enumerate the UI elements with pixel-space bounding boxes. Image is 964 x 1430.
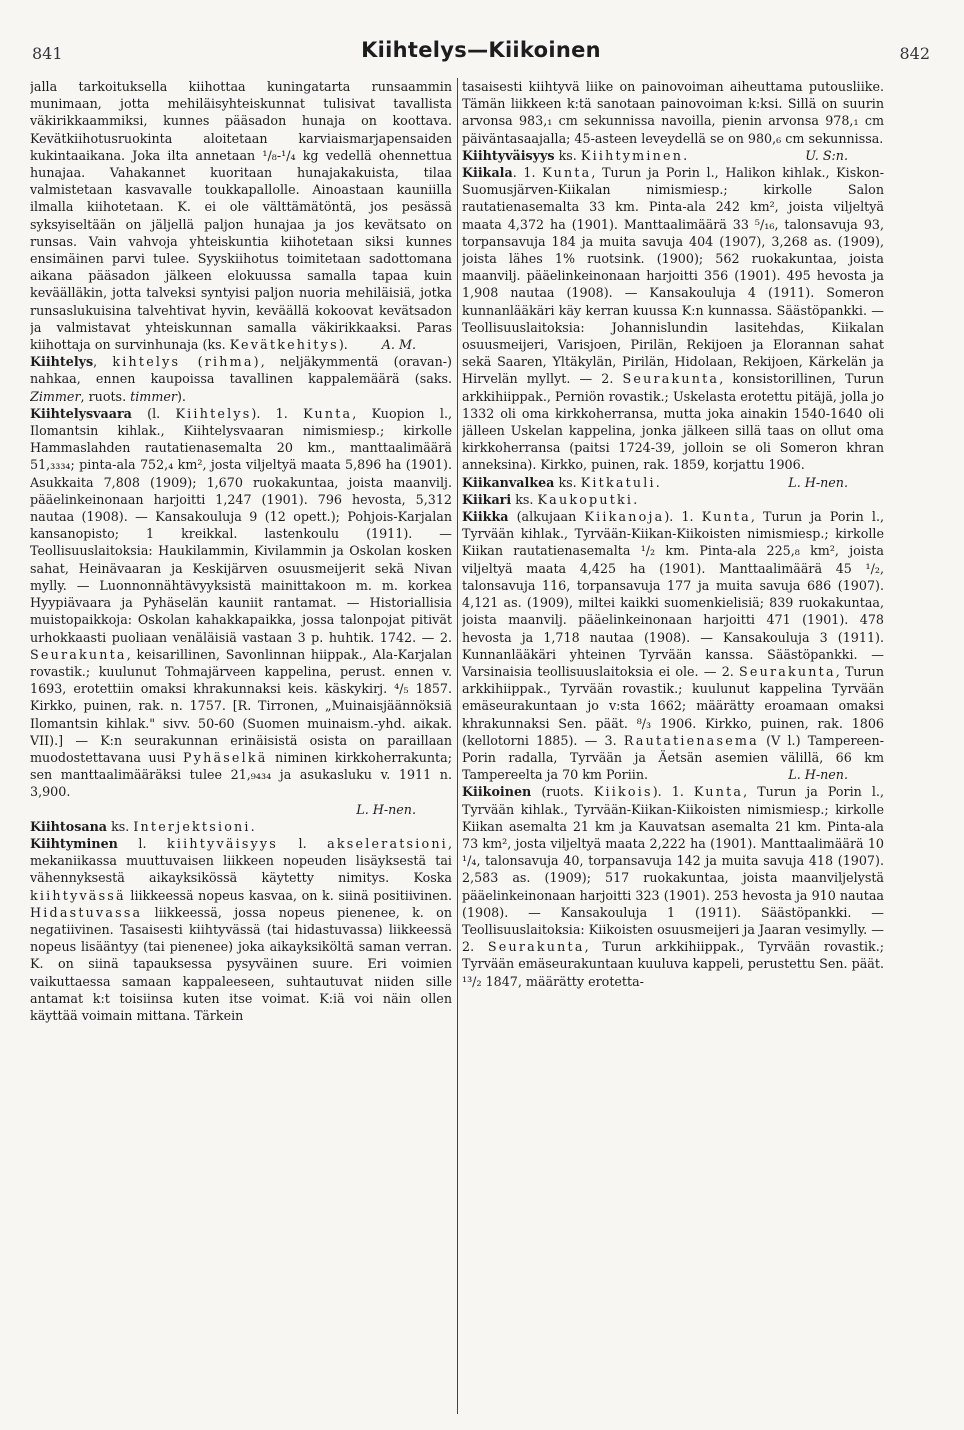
- entry-text: tasaisesti kiihtyvä liike on painovoiman aiheuttama putousliike. Tämän liikkeen k:tä sanotaan painovoiman k:ksi. Sillä on suurin arvonsa 983,₁ cm sekunnissa navoilla, pienin arvonsa 978,₁ cm päiväntasaajalla; 45-asteen leveydellä se on 980,₆ cm sekunnissa.: [462, 79, 884, 146]
- foreign-term: Zimmer: [30, 388, 81, 404]
- entry-headword: Kiikka: [462, 509, 509, 525]
- encyclopedia-entry: [30, 353, 452, 405]
- two-column-body: [30, 78, 936, 1414]
- entry-text: , Turun ja Porin l., Halikon kihlak., Kiskon-Suomusjärven-Kiikalan nimismiesp.; kirkolle Salon rautatienasemalta 33 km. Pinta-ala 242 km², joista viljeltyä maata 4,372 ha (1901). Manttaalimäärä 33 ⁵/₁₆, talonsavuja 93, torpansavuja 184 ja muita savuja 404 (1907), 3,268 as. (1909), joista lähes 1% ruotsink. (1900); 562 ruokakuntaa, joista maanvilj. pääelinkeinonaan harjoitti 356 (1901). 495 hevosta ja 1,908 nautaa (1908). — Kansakouluja 4 (1911). Someron kunnanlääkäri käy kerran kuussa K:n kunnassa. Säästöpankki. — Teollisuuslaitoksia: Johannislundin lasitehdas, Kiikalan osuusmeijeri, Varisjoen, Pirilän, Rekijoen ja Elorannan sahat sekä Saaren, Yltäkylän, Pirilän, Hidolaan, Rekijoen, Kärkelän ja Hirvelän myllyt. — 2.: [462, 165, 884, 387]
- spaced-term: kiihtyväisyys: [167, 835, 279, 851]
- spaced-term: Kevätkehitys: [229, 337, 339, 353]
- spaced-term: Seurakunta: [30, 646, 127, 662]
- entry-text: liikkeessä nopeus kasvaa, on k. siinä positiivinen.: [125, 887, 452, 903]
- spaced-term: Kiikanoja: [584, 509, 665, 525]
- entry-text: , konsistorillinen, Turun arkkihiippak., Perniön rovastik.; Uskelasta erotettu pitäjä, jolla jo 1332 oli oma kirkkoherransa, mutta joka ainakin 1540-1640 oli jälleen Uskelan kappelina, jonka jälkeen sillä taas on ollut oma kirkkoherransa (paitsi 1724-39, jolloin se oli Someron khran anneksina). Kirkko, puinen, rak. 1859, korjattu 1906.: [462, 371, 884, 473]
- right-column: [462, 78, 884, 1414]
- encyclopedia-entry: [30, 405, 452, 801]
- signature: U. S:n.: [805, 147, 848, 163]
- spaced-term: Kunta: [693, 784, 744, 800]
- spaced-term: Kunta: [303, 405, 353, 421]
- spaced-term: Kitkatuli: [580, 474, 656, 490]
- spaced-term: Kiihtyminen: [580, 147, 684, 163]
- spaced-term: Seurakunta: [487, 939, 585, 955]
- spaced-term: kiihtyvässä: [30, 887, 126, 903]
- entry-text: , Turun arkkihiippak., Tyrvään rovastik.; kuulunut kappelina Tyrvään emäseurakuntaan jo v:sta 1662; määrätty eroamaan omaksi khrakunnaksi Sen. päät. ⁸/₃ 1906. Kirkko, puinen, rak. 1806 (kellotorni 1885). — 3.: [462, 663, 884, 748]
- encyclopedia-entry: [30, 818, 452, 835]
- entry-headword: Kiihtelysvaara: [30, 405, 132, 421]
- entry-text: , Kuopion l., Ilomantsin kihlak., Kiihtelysvaaran nimismiesp.; kirkolle Hammaslahden rautatienasemalta 20 km., manttaalimäärä 51,₃₃₃₄; pinta-ala 752,₄ km², josta viljeltyä maata 5,896 ha (1901). Asukkaita 7,808 (1909); 1,670 ruokakuntaa, joista maanvilj. pääelinkeinonaan harjoitti 1,247 (1901). 796 hevosta, 5,312 nautaa (1908). — Kansakouluja 9 (12 opett.); Pohjois-Karjalan kansanopisto; 1 kreikkal. lastenkoulu (1911). — Teollisuuslaitoksia: Haukilammin, Kivilammin ja Oskolan kosken sahat, Heinävaaran ja Keskijärven osuusmeijerit sekä Nivan mylly. — Luonnonnähtävyyksistä mainittakoon m. m. korkea Hyypiävaara ja Pyhäselän kauniit rantamat. — Historiallisia muistopaikkoja: Oskolan kahakkapaikka, jossa talonpojat pitivät urhokkaasti puoliaan venäläisiä vastaan 3 p. huhtik. 1742. — 2.: [30, 405, 452, 645]
- entry-text: (alkujaan: [508, 509, 585, 525]
- spaced-term: akseleratsioni: [327, 835, 448, 851]
- page-number-right: 842: [899, 44, 930, 63]
- entry-text: .: [683, 147, 688, 163]
- entry-text: .: [633, 491, 638, 507]
- entry-text: ).: [176, 388, 186, 404]
- entry-headword: Kiihtyminen: [30, 835, 118, 851]
- entry-text: , keisarillinen, Savonlinnan hiippak., Ala-Karjalan rovastik.; kuulunut Tohmajärveen kappelina, perust. ennen v. 1693, erotettiin omaksi khrakunnaksi keis. käskykirj. ⁴/₅ 1857. Kirkko, puinen, rak. n. 1757. [R. Tirronen, „Muinaisjäännöksiä Ilomantsin kihlak." sivv. 50-60 (Suomen muinaism.-yhd. aikak. VII).] — K:n seurakunnan erinäisistä osista on paraillaan muodostettavana uusi: [30, 646, 452, 765]
- spaced-term: Kunta: [701, 509, 751, 525]
- entry-text: ks.: [107, 818, 134, 834]
- entry-headword: Kiikoinen: [462, 784, 532, 800]
- spaced-term: Interjektsioni: [133, 818, 251, 834]
- entry-text: (l.: [131, 405, 176, 421]
- entry-text: .: [250, 818, 255, 834]
- entry-headword: Kiihtyväisyys: [462, 147, 555, 163]
- page-number-left: 841: [32, 44, 63, 63]
- spaced-term: Kunta: [542, 165, 592, 181]
- entry-headword: Kiihtelys: [30, 354, 94, 370]
- entry-headword: Kiihtosana: [30, 818, 108, 834]
- column-rule: [457, 78, 458, 1414]
- encyclopedia-entry: [462, 491, 884, 508]
- encyclopedia-entry: [30, 835, 452, 1024]
- entry-text: ). 1.: [652, 784, 694, 800]
- spaced-term: kihtelys (rihma): [112, 354, 261, 370]
- entry-text: ks.: [511, 491, 538, 507]
- entry-headword: Kiikari: [462, 491, 512, 507]
- encyclopedia-entry: [462, 508, 884, 783]
- spaced-term: Kiihtelys: [175, 405, 252, 421]
- entry-text: ). 1.: [251, 405, 304, 421]
- entry-text: . 1.: [512, 165, 543, 181]
- entry-text: , Turun arkkihiippak., Tyrvään rovastik.; Tyrvään emäseurakuntaan kuuluva kappeli, perustettu Sen. päät. ¹³/₂ 1847, määrätty erotetta-: [462, 939, 884, 989]
- entry-text: .: [655, 474, 660, 490]
- signature: L. H-nen.: [356, 801, 416, 817]
- spaced-term: Hidastuvassa: [30, 904, 143, 920]
- entry-text: , ruots.: [80, 388, 131, 404]
- spaced-term: Kiikois: [593, 784, 653, 800]
- spaced-term: Seurakunta: [739, 663, 836, 679]
- running-header: [30, 38, 932, 72]
- encyclopedia-entry: [30, 78, 452, 353]
- entry-text: jalla tarkoituksella kiihottaa kuningatarta runsaammin munimaan, jotta mehiläisyhteiskunnat tulisivat tavallista väkirikkaammiksi, kunnes pääsadon hunaja on koottava. Kevätkiihotusruokinta aloitetaan karviaismarjapensaiden kukintaaikana. Joka ilta annetaan ¹/₈-¹/₄ kg vedellä ohennettua hunajaa. Vahakannet kuoritaan hunajakakuista, tilaa valmistetaan kasvavalle toukkapallolle. Ainoastaan kauniilla ilmalla kiihotetaan. K. ei ole välttämätöntä, jos pesässä syksyiseltään on jäljellä paljon hunajaa ja jos kevätsato on runsas. Vain vahvoja yhteiskuntia kiihotetaan siksi kunnes ensimäinen parvi tulee. Syyskiihotus toimitetaan sadottomana aikana pääsadon jälkeen elokuussa samalla tapaa kuin keväälläkin, jotta talveksi syntyisi paljon nuoria mehiläisiä, jotka runsaslukuisina talvehtivat hyvin, keväällä kokoovat kevätsadon ja valmistavat yhteiskunnan samalla väkirikkaaksi. Paras kiihottaja on survinhunaja (ks.: [30, 79, 452, 353]
- foreign-term: timmer: [130, 388, 177, 404]
- entry-text: , Turun ja Porin l., Tyrvään kihlak., Tyrvään-Kiikan-Kiikoisten nimismiesp.; kirkolle Kiikan asemalta 21 km ja Kauvatsan asemalta 21 km. Pinta-ala 73 km², josta viljeltyä maata 2,222 ha (1901). Manttaalimäärä 10 ¹/₄, talonsavuja 40, torpansavuja 142 ja muita savuja 418 (1907). 2,583 as. (1909); 517 ruokakuntaa, joista maanviljelystä pääelinkeinonaan harjoitti 323 (1901). 253 hevosta ja 910 nautaa (1908). — Kansakouluja 1 (1911). Säästöpankki. — Teollisuuslaitoksia: Kiikoisten osuusmeijeri ja Jaaran vesimylly. — 2.: [462, 784, 884, 955]
- entry-text: niminen kirkkoherrakunta; sen manttaalimääräksi tulee 21,₉₄₃₄ ja asukasluku v. 1911 n. 3,900.: [30, 749, 452, 800]
- encyclopedia-entry: [462, 783, 884, 989]
- entry-text: , neljäkymmentä (oravan-) nahkaa, ennen kaupoissa tavallinen kappalemäärä (saks.: [30, 354, 452, 387]
- entry-text: (V l.) Tampereen-Porin radalla, Tyrvään ja Äetsän asemien välillä, 66 km Tampereelta ja 70 km Poriin.: [462, 732, 884, 783]
- spaced-term: Pyhäselkä: [182, 749, 268, 765]
- entry-text: ). 1.: [664, 509, 702, 525]
- spaced-term: Kaukoputki: [537, 491, 634, 507]
- entry-text: (ruots.: [531, 784, 594, 800]
- signature: A. M.: [381, 337, 416, 353]
- entry-text: l.: [117, 835, 168, 851]
- spaced-term: Rautatienasema: [623, 732, 759, 748]
- entry-text: ks.: [554, 147, 581, 163]
- signature: L. H-nen.: [788, 474, 848, 490]
- entry-headword: Kiikala: [462, 165, 513, 181]
- entry-text: ,: [93, 354, 113, 370]
- signature: L. H-nen.: [788, 767, 848, 783]
- left-column: [30, 78, 452, 1414]
- entry-text: ).: [338, 337, 348, 353]
- entry-text: , Turun ja Porin l., Tyrvään kihlak., Tyrvään-Kiikan-Kiikoisten nimismiesp.; kirkolle Kiikan rautatienasemalta ¹/₂ km. Pinta-ala 225,₈ km², joista viljeltyä maata 4,425 ha (1901). Manttaalimäärä 45 ¹/₂, talonsavuja 116, torpansavuja 177 ja muita savuja 686 (1907). 4,121 as. (1909), miltei kaikki suomenkielisiä; 839 ruokakuntaa, joista maanvilj. pääelinkeinonaan harjoitti 471 (1901). 478 hevosta ja 1,718 nautaa (1908). — Kansakouluja 3 (1911). Kunnanlääkäri yhteinen Tyrvään kanssa. Säästöpankki. — Varsinaisia teollisuuslaitoksia ei ole. — 2.: [462, 509, 884, 679]
- entry-text: , mekaniikassa muuttuvaisen liikkeen nopeuden lisäyksestä tai vähennyksestä aikayksikössä käytetty nimitys. Koska: [30, 835, 452, 886]
- entry-text: ks.: [554, 474, 581, 490]
- entry-text: liikkeessä, jossa nopeus pienenee, k. on negatiivinen. Tasaisesti kiihtyvässä (tai hidastuvassa) liikkeessä nopeus lisääntyy (tai pienenee) joka aikayksiköltä saman verran. K. on siinä tapauksessa pysyväinen suure. Eri voimien vaikuttaessa samaan kappaleeseen, suhtautuvat niiden sille antamat k:t toisiinsa kuten itse voimat. K:iä voi näin ollen käyttää voimain mittana. Tärkein: [30, 904, 452, 1023]
- entry-text: l.: [278, 835, 328, 851]
- entry-headword: Kiikanvalkea: [462, 474, 555, 490]
- running-head-title: Kiihtelys—Kiikoinen: [361, 38, 601, 62]
- spaced-term: Seurakunta: [622, 371, 720, 387]
